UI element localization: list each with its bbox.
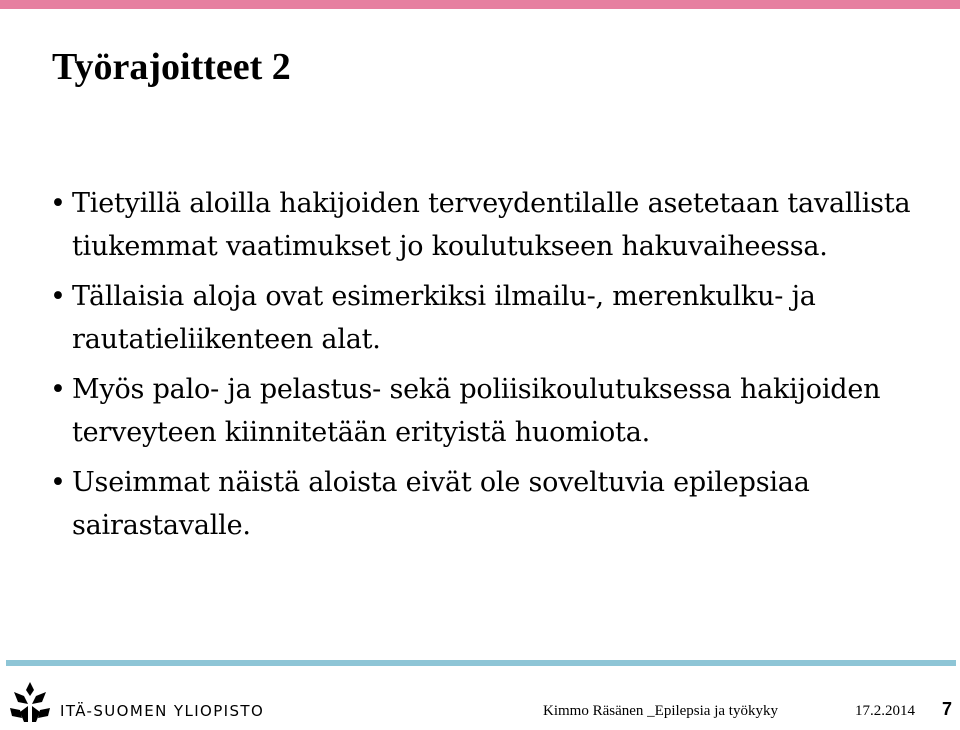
bullet-marker: • [50, 281, 66, 312]
bullet-marker: • [50, 467, 66, 498]
bullet-text: Tietyillä aloilla hakijoiden terveydentilalle asetetaan tavallista tiukemmat vaatimukset jo koulutukseen hakuvaiheessa. [72, 188, 911, 262]
bullet-list [50, 182, 950, 554]
bullet-item [50, 275, 950, 361]
bullet-marker: • [50, 188, 66, 219]
bullet-item [50, 461, 950, 547]
footer-date: 17.2.2014 [855, 703, 915, 719]
bullet-text: Useimmat näistä aloista eivät ole soveltuvia epilepsiaa sairastavalle. [72, 467, 810, 541]
slide-title: Työrajoitteet 2 [52, 46, 291, 88]
bullet-text: Tällaisia aloja ovat esimerkiksi ilmailu-, merenkulku- ja rautatieliikenteen alat. [72, 281, 816, 355]
bullet-text: Myös palo- ja pelastus- sekä poliisikoulutuksessa hakijoiden terveyteen kiinnitetään erityistä huomiota. [72, 374, 881, 448]
page-number: 7 [942, 699, 953, 719]
bullet-item [50, 368, 950, 454]
university-name: ITÄ-SUOMEN YLIOPISTO [60, 702, 265, 720]
bullet-marker: • [50, 374, 66, 405]
university-logo-icon [8, 678, 52, 724]
bottom-accent-bar [6, 660, 956, 666]
top-accent-bar [0, 0, 960, 9]
footer-author-topic: Kimmo Räsänen _Epilepsia ja työkyky [543, 703, 778, 719]
bullet-item [50, 182, 950, 268]
